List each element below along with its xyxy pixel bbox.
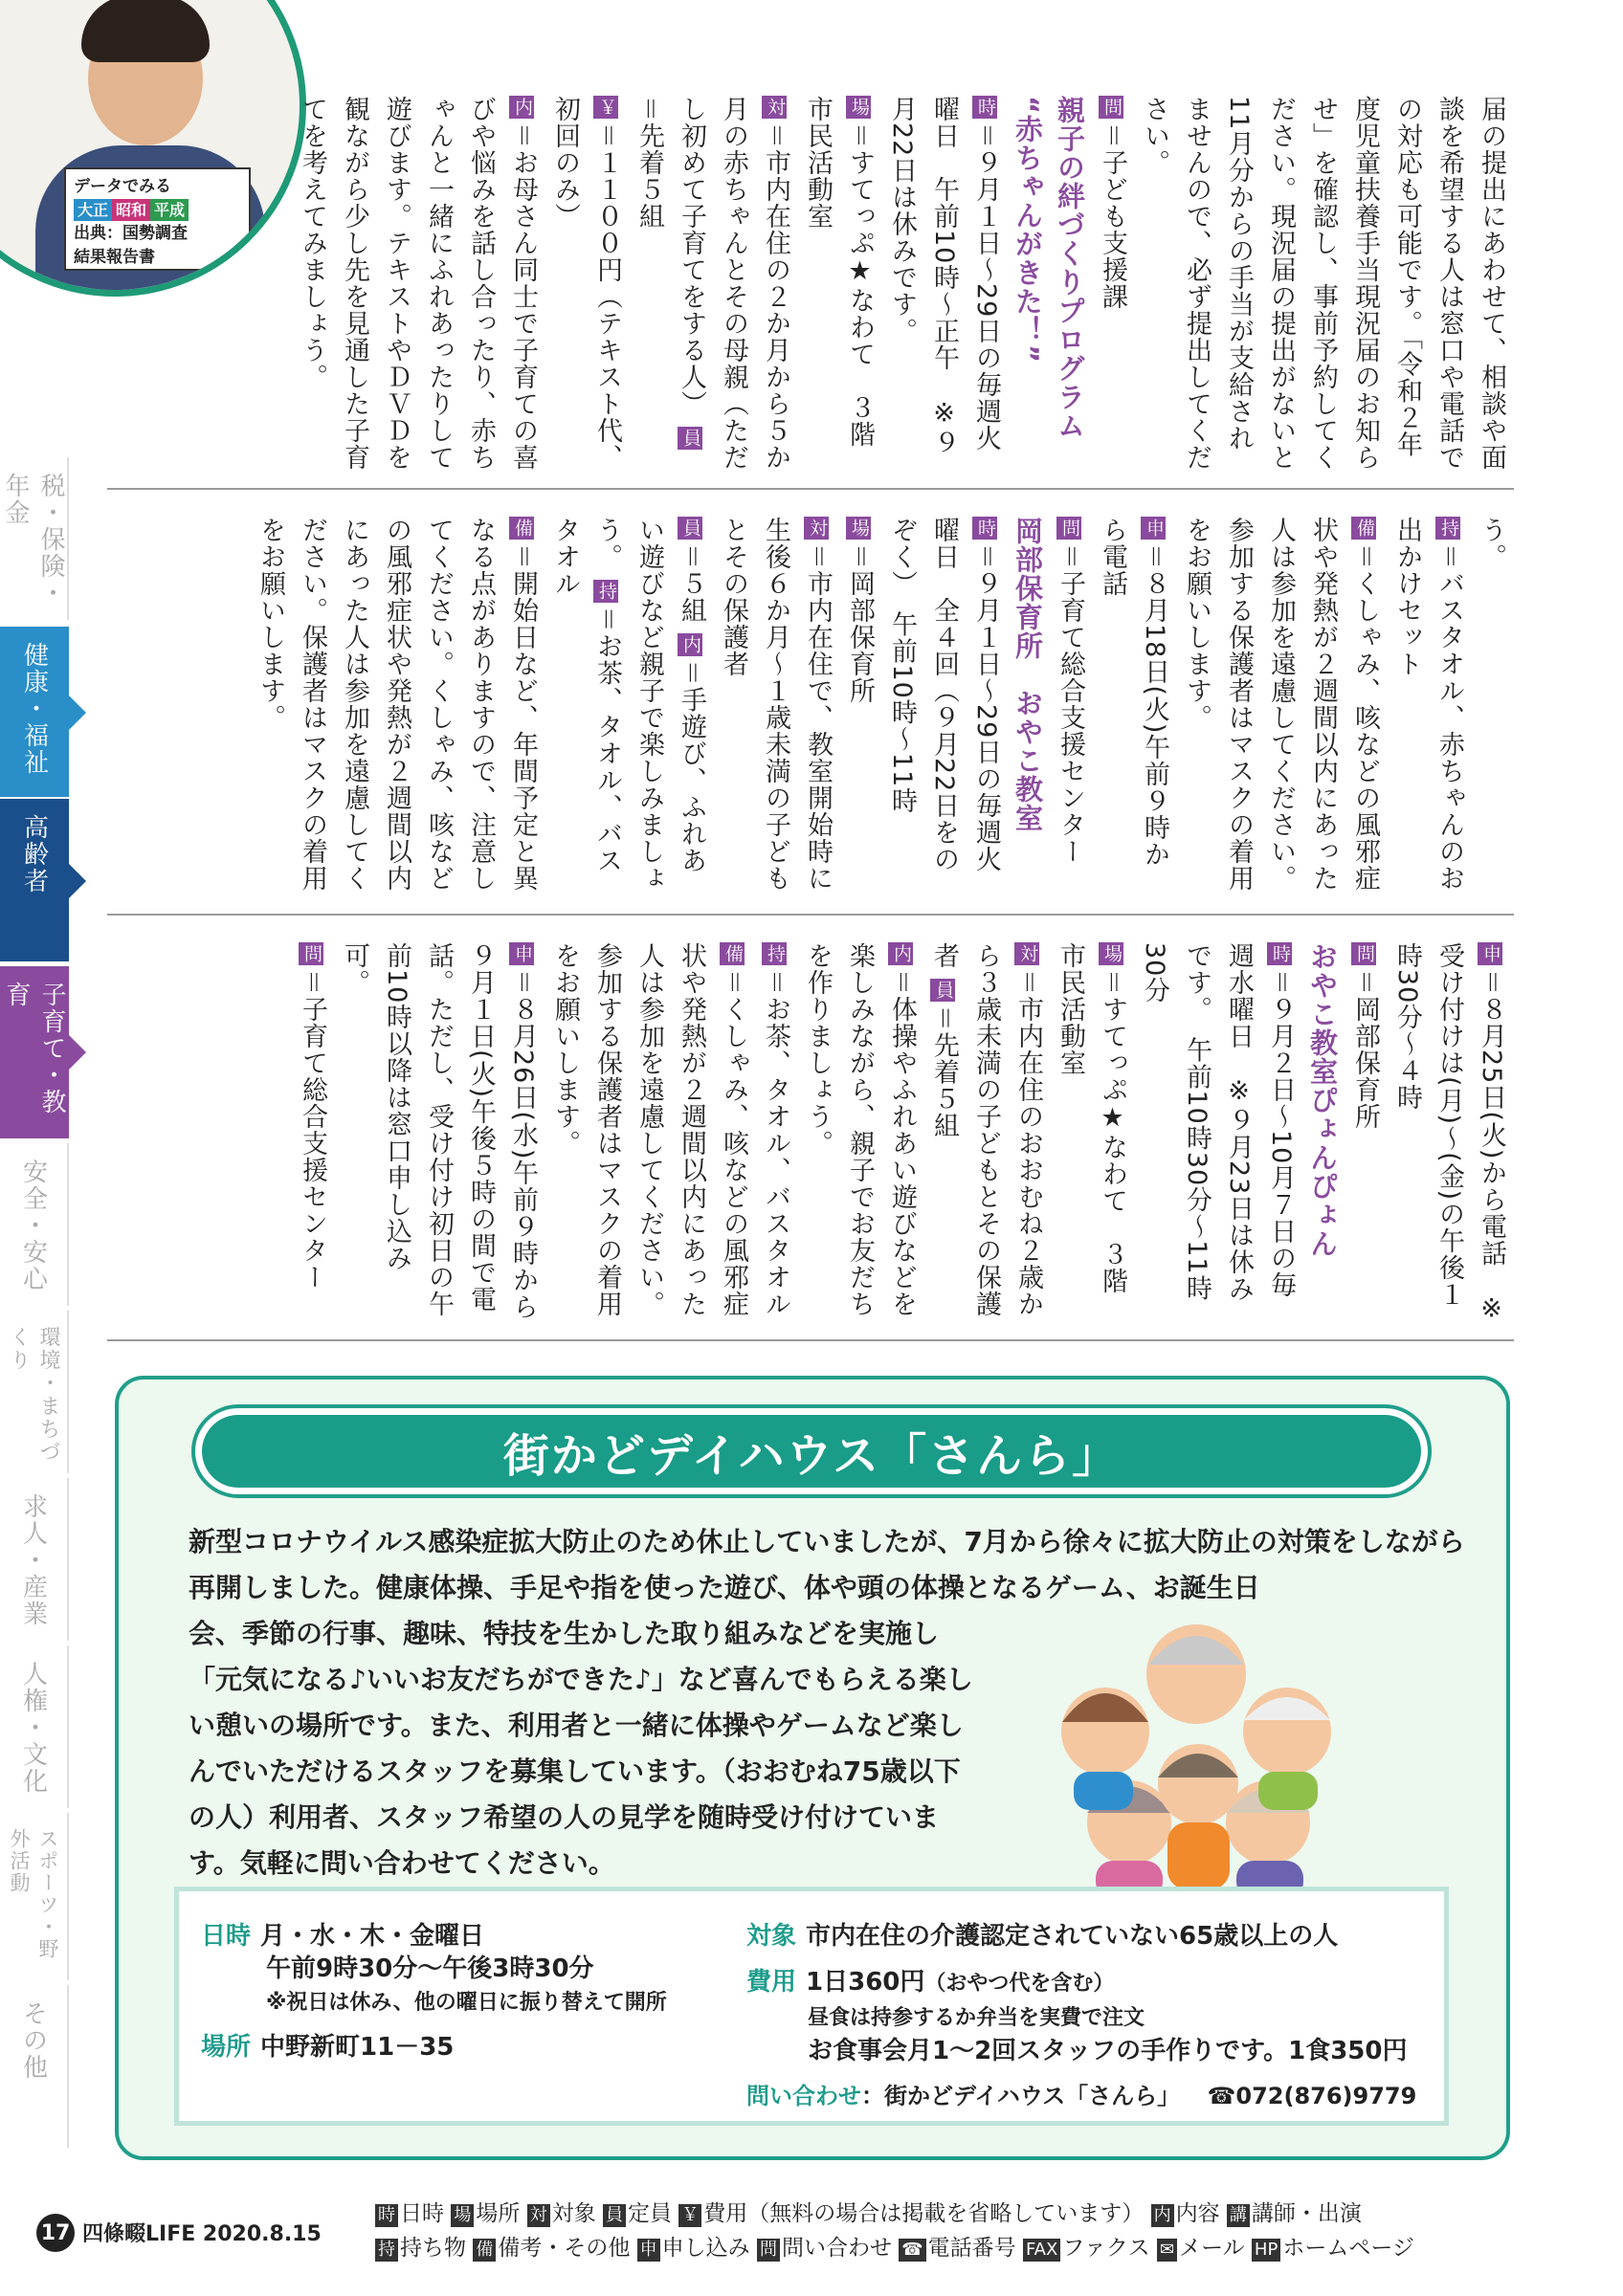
row3-content: ＝体操やふれあい遊びなどを楽しみながら、親子でお友だちを作りましょう。 bbox=[803, 942, 917, 1317]
separator-3 bbox=[107, 1339, 1514, 1341]
row2-content: ＝手遊び、ふれあい遊びなど親子で楽しみましょう。 bbox=[592, 517, 706, 892]
seniors-illustration bbox=[1014, 1607, 1378, 1904]
info-contact-phone: ☎072(876)9779 bbox=[1207, 2083, 1417, 2109]
tag-notes: 備 bbox=[1351, 517, 1376, 540]
row1-intro-text: 届の提出にあわせて、相談や面談を希望する人は窓口や電話での対応も可能です。「令和２年度児童扶養手当現況届のお知らせ」を確認し、事前予約してください。現況届の提出がないと11月分からの手当が支給されませんので、必ず提出してください。 bbox=[1140, 96, 1506, 471]
phone-icon: ☎ bbox=[899, 2239, 925, 2262]
row2-contact: ＝子育て総合支援センター bbox=[1056, 543, 1085, 865]
legend-text: 費用（無料の場合は掲載を省略しています） bbox=[703, 2201, 1145, 2226]
legend-icon: 申 bbox=[637, 2239, 660, 2262]
side-tab-sports[interactable]: スポーツ・野外活動 bbox=[0, 1813, 69, 1980]
tag-contact: 問 bbox=[1099, 96, 1123, 119]
legend-text: 内容 bbox=[1175, 2201, 1220, 2226]
row2-apply: ＝８月18日(火)午前９時から電話 bbox=[1098, 517, 1169, 869]
legend-icon: 時 bbox=[375, 2204, 398, 2227]
row3-program-title: おやこ教室ぴょんぴょん bbox=[1306, 942, 1339, 1258]
legend-text: 申し込み bbox=[661, 2236, 750, 2261]
tag-belongings: 持 bbox=[593, 580, 618, 603]
tag-date: 時 bbox=[972, 517, 997, 540]
legend-text: ホームページ bbox=[1282, 2236, 1414, 2261]
tag-contact: 問 bbox=[1056, 517, 1081, 540]
tag-contact: 問 bbox=[299, 942, 323, 965]
legend-icon: 問 bbox=[757, 2239, 780, 2262]
legend-text: 対象 bbox=[551, 2201, 596, 2226]
row3-place: ＝すてっぷ★なわて ３階 市民活動室 bbox=[1056, 942, 1127, 1321]
info-contact-value: ：街かどデイハウス「さんら」 bbox=[861, 2083, 1181, 2109]
fax-icon: FAX bbox=[1023, 2239, 1060, 2262]
legend-text: 講師・出演 bbox=[1251, 2201, 1362, 2226]
publication-title: 四條畷LIFE 2020.8.15 bbox=[82, 2222, 322, 2246]
tag-date: 時 bbox=[1267, 942, 1292, 965]
senior-body-center bbox=[1167, 1822, 1230, 1889]
card-source2: 結果報告書 bbox=[74, 247, 155, 267]
row1-content: ＝お母さん同士で子育ての喜びや悩みを話し合ったり、赤ちゃんと一緒にふれあったりして遊びます。テキストやＤＶＤを観ながら少し先を見通した子育てを考えてみましょう。 bbox=[298, 96, 538, 471]
info-fee bbox=[746, 1966, 1435, 2067]
tag-content: 内 bbox=[509, 96, 534, 119]
era-heisei: 平成 bbox=[150, 199, 189, 221]
card-source: 出典：国勢調査 bbox=[74, 224, 188, 244]
mail-icon: ✉ bbox=[1157, 2239, 1177, 2262]
side-tab-tax[interactable]: 税・保険・年金 bbox=[0, 457, 69, 620]
row2-date: ＝９月１日～29日の毎週火曜日 全４回（９月22日をのぞく） 午前10時～11時 bbox=[887, 517, 1001, 873]
row2-belongings: ＝バスタオル、赤ちゃんのお出かけセット bbox=[1392, 517, 1464, 892]
row1-contact: ＝子ども支援課 bbox=[1098, 122, 1127, 310]
row2-program-title: 岡部保育所 おやこ教室 bbox=[1012, 517, 1044, 832]
tag-content: 内 bbox=[678, 633, 702, 656]
info-fee-note2: お食事会月1～2回スタッフの手作りです。1食350円 bbox=[808, 2037, 1408, 2065]
side-tab-safety[interactable]: 安全・安心 bbox=[0, 1143, 69, 1306]
row3-target: ＝市内在住のおおむね２歳から３歳未満の子どもとその保護者 bbox=[929, 942, 1043, 1317]
row3-contact2: ＝子育て総合支援センター bbox=[298, 969, 327, 1291]
info-contact bbox=[746, 2080, 1435, 2112]
row3-apply: ＝８月25日(火)から電話 ※受け付けは(月)～(金)の午後１時30分～４時 bbox=[1392, 942, 1506, 1325]
legend-icon: 備 bbox=[473, 2239, 496, 2262]
tag-target: 対 bbox=[804, 517, 829, 540]
row1-program-title: 親子の絆づくりプログラム “赤ちゃんがきた！” bbox=[1012, 96, 1086, 440]
info-date-note: ※祝日は休み、他の曜日に振り替えて開所 bbox=[266, 1991, 667, 2015]
tag-notes: 備 bbox=[509, 517, 534, 540]
info-fee-label: 費用 bbox=[746, 1968, 797, 1997]
row2-column bbox=[110, 517, 1512, 894]
senior-body-right bbox=[1258, 1772, 1318, 1810]
legend-icon: 対 bbox=[527, 2204, 550, 2227]
info-contact-label: 問い合わせ bbox=[746, 2083, 861, 2109]
person-hair bbox=[81, 0, 210, 62]
info-target-value: 市内在住の介護認定されていない65歳以上の人 bbox=[806, 1922, 1339, 1951]
row3-column bbox=[110, 942, 1512, 1325]
info-place bbox=[201, 2031, 718, 2064]
info-target-label: 対象 bbox=[746, 1922, 797, 1951]
legend-text: メール bbox=[1179, 2236, 1245, 2261]
info-date bbox=[201, 1920, 737, 2020]
side-tab-jobs[interactable]: 求人・産業 bbox=[0, 1478, 69, 1641]
row3-capacity: ＝先着５組 bbox=[929, 1004, 959, 1139]
row3-belongings: ＝お茶、タオル、バスタオル bbox=[761, 969, 790, 1317]
side-tab-elderly[interactable]: 高齢者 bbox=[0, 799, 69, 961]
row2-capacity: ＝５組 bbox=[677, 543, 706, 624]
row1-capacity: ＝先着５組 bbox=[634, 96, 664, 230]
tag-place: 場 bbox=[846, 517, 871, 540]
legend-text: 備考・その他 bbox=[498, 2236, 631, 2261]
tag-target: 対 bbox=[1014, 942, 1039, 965]
legend-icon: 持 bbox=[375, 2239, 398, 2262]
dayhouse-intro-line1: 新型コロナウイルス感染症拡大防止のため休止していましたが、7月から徐々に拡大防止の対策をしながら再開しました。健康体操、手足や指を使った遊び、体や頭の体操となるゲーム、お誕生日 bbox=[189, 1526, 1465, 1603]
side-tab-environment[interactable]: 環境・まちづくり bbox=[0, 1311, 69, 1473]
legend-text: 問い合わせ bbox=[781, 2236, 892, 2261]
legend-icon: 内 bbox=[1151, 2204, 1174, 2227]
legend-icon: 場 bbox=[451, 2204, 474, 2227]
row3-apply2: ＝８月26日(水)午前９時から９月１日(火)午後５時の間で電話。ただし、受け付け初日の午前10時以降は窓口申し込み可。 bbox=[340, 942, 538, 1321]
legend-text: 持ち物 bbox=[400, 2236, 466, 2261]
legend-text: 電話番号 bbox=[927, 2236, 1016, 2261]
info-place-value: 中野新町11－35 bbox=[260, 2033, 455, 2062]
tag-date: 時 bbox=[972, 96, 997, 119]
legend-icon: ￥ bbox=[678, 2204, 701, 2227]
info-target bbox=[746, 1920, 1435, 1953]
side-tab-childcare[interactable]: 子育て・教育 bbox=[0, 966, 69, 1138]
row2-notes: ＝くしゃみ、咳などの風邪症状や発熱が２週間以内にあった人は参加を遠慮してください。参加する保護者はマスクの着用をお願いします。 bbox=[1182, 517, 1380, 892]
tag-apply: 申 bbox=[1141, 517, 1166, 540]
row1-place: ＝すてっぷ★なわて ３階 市民活動室 bbox=[803, 96, 875, 475]
tag-apply: 申 bbox=[1478, 942, 1502, 965]
row3-notes: ＝くしゃみ、咳などの風邪症状や発熱が２週間以内にあった人は参加を遠慮してください。参加する保護者はマスクの着用をお願いします。 bbox=[550, 942, 748, 1317]
card-line1: データでみる bbox=[74, 177, 171, 196]
info-date-time: 午前9時30分～午後3時30分 bbox=[266, 1954, 594, 1983]
page-number: 17 bbox=[36, 2214, 75, 2252]
row2-notes2: ＝開始日など、年間予定と異なる点がありますので、注意してください。くしゃみ、咳などの風邪症状や発熱が２週間以内にあった人は参加を遠慮してください。保護者はマスクの着用をお願いします。 bbox=[256, 517, 538, 892]
legend-icon: 講 bbox=[1227, 2204, 1250, 2227]
row3-contact: ＝岡部保育所 bbox=[1350, 969, 1380, 1130]
tag-apply: 申 bbox=[509, 942, 534, 965]
tag-capacity: 員 bbox=[678, 517, 702, 540]
info-fee-note: 昼食は持参するか弁当を実費で注文 bbox=[808, 2006, 1145, 2030]
tag-target: 対 bbox=[762, 96, 787, 119]
tag-fee: ￥ bbox=[593, 96, 618, 119]
tag-place: 場 bbox=[1099, 942, 1123, 965]
legend-text: 日時 bbox=[400, 2201, 444, 2226]
info-date-value: 月・水・木・金曜日 bbox=[260, 1922, 485, 1951]
senior-hair-left bbox=[1062, 1693, 1148, 1722]
tag-capacity: 員 bbox=[678, 427, 702, 450]
row1-date: ＝９月１日～29日の毎週火曜日 午前10時～正午 ※９月22日は休みです。 bbox=[887, 96, 1001, 456]
row2-place: ＝岡部保育所 bbox=[845, 543, 875, 704]
icon-legend bbox=[375, 2197, 1581, 2265]
era-showa: 昭和 bbox=[112, 199, 150, 221]
row1-fee: ＝１１００円（テキスト代、初回のみ） bbox=[550, 96, 622, 471]
side-tab-rights[interactable]: 人権・文化 bbox=[0, 1645, 69, 1808]
dayhouse-title: 街かどデイハウス「さんら」 bbox=[202, 1415, 1421, 1488]
info-date-label: 日時 bbox=[201, 1922, 252, 1951]
side-tab-health[interactable]: 健康・福祉 bbox=[0, 627, 69, 797]
tag-place: 場 bbox=[846, 96, 871, 119]
homepage-icon: HP bbox=[1252, 2239, 1280, 2262]
separator-2 bbox=[107, 914, 1514, 916]
legend-text: ファクス bbox=[1062, 2236, 1150, 2261]
info-fee-value: 1日360円 bbox=[806, 1968, 925, 1997]
separator-1 bbox=[107, 488, 1514, 490]
tag-notes: 備 bbox=[720, 942, 745, 965]
legend-text: 定員 bbox=[627, 2201, 672, 2226]
info-fee-paren: （おやつ代を含む） bbox=[924, 1972, 1115, 1996]
legend-icon: 員 bbox=[603, 2204, 626, 2227]
row1-target: ＝市内在住の２か月から５か月の赤ちゃんとその母親（ただし初めて子育てをする人） bbox=[677, 96, 790, 471]
tag-belongings: 持 bbox=[1435, 517, 1460, 540]
side-tab-other[interactable]: その他 bbox=[0, 1985, 69, 2148]
legend-text: 場所 bbox=[476, 2201, 521, 2226]
row3-date: ＝９月２日～10月７日の毎週水曜日 ※９月23日は休みです。 午前10時30分～11時30分 bbox=[1140, 942, 1296, 1303]
era-taisho: 大正 bbox=[74, 199, 112, 221]
row1-column bbox=[110, 96, 1512, 474]
dayhouse-title-banner bbox=[191, 1404, 1432, 1498]
senior-body-left bbox=[1074, 1772, 1133, 1810]
tag-belongings: 持 bbox=[762, 942, 787, 965]
row2-continuation: う。 bbox=[1477, 517, 1506, 570]
info-place-label: 場所 bbox=[201, 2033, 252, 2062]
row2-belongings2: ＝お茶、タオル、バスタオル bbox=[550, 517, 622, 874]
dayhouse-intro-line2: 会、季節の行事、趣味、特技を生かした取り組みなどを実施し「元気になる♪いいお友だちができた♪」など喜んでもらえる楽しい憩いの場所です。また、利用者と一緒に体操やゲームなど楽しんでいただけるスタッフを募集しています。（おおむね75歳以下の人）利用者、スタッフ希望の人の見学を随時受け付けています。気軽に問い合わせてください。 bbox=[189, 1618, 973, 1879]
tag-capacity: 員 bbox=[930, 979, 955, 1002]
row2-target: ＝市内在住で、教室開始時に生後６か月～１歳未満の子どもとその保護者 bbox=[719, 517, 833, 892]
tag-content: 内 bbox=[888, 942, 913, 965]
tag-contact: 問 bbox=[1351, 942, 1376, 965]
